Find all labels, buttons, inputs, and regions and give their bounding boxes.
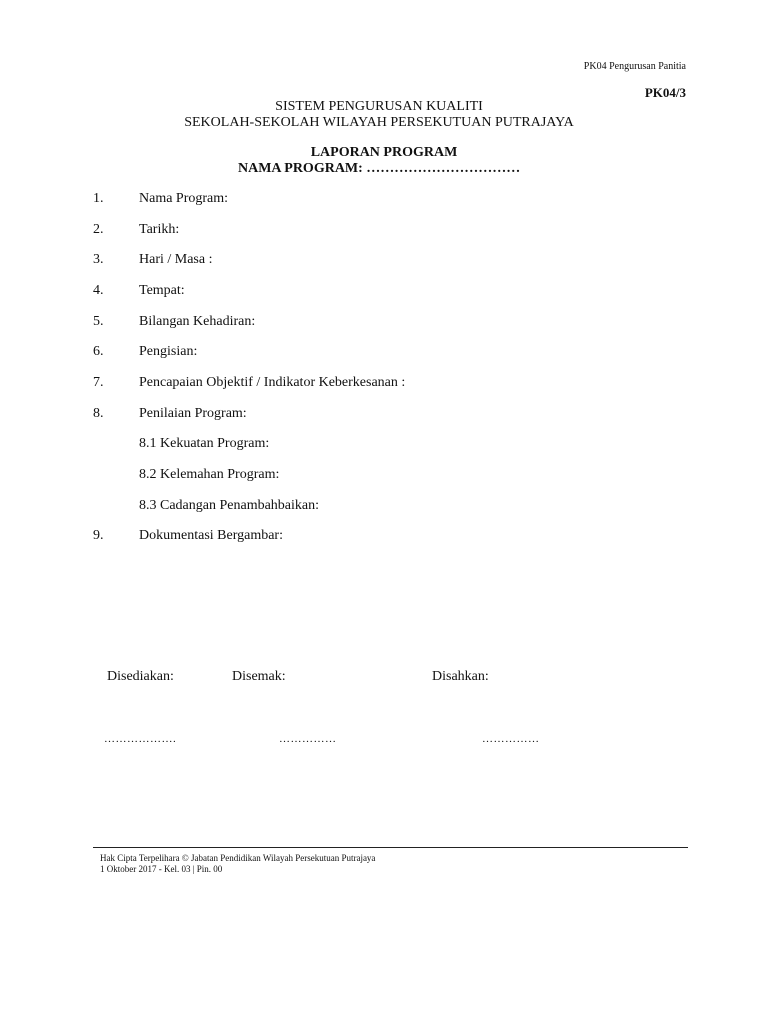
item-number: 1. [93,191,104,206]
item-bilangan-kehadiran [93,314,255,330]
footer-divider [93,847,688,848]
item-label: Pencapaian Objektif / Indikator Keberkesanan : [139,375,406,390]
system-title: SISTEM PENGURUSAN KUALITI [275,99,483,114]
item-label: Tarikh: [139,222,180,237]
item-pencapaian-objektif [93,375,405,391]
item-label: Bilangan Kehadiran: [139,314,256,329]
item-number: 2. [93,222,104,237]
item-number: 8. [93,406,104,421]
item-number: 4. [93,283,104,298]
item-tempat [93,283,185,299]
prepared-signature-line: ………………. [104,733,177,745]
item-pengisian [93,344,197,360]
item-number: 7. [93,375,104,390]
sub-item-cadangan: 8.3 Cadangan Penambahbaikan: [139,498,320,513]
item-number: 6. [93,344,104,359]
item-number: 5. [93,314,104,329]
footer-copyright: Hak Cipta Terpelihara © Jabatan Pendidikan Wilayah Persekutuan Putrajaya [100,853,376,863]
program-name-heading: NAMA PROGRAM: …………………………… [238,161,521,176]
prepared-by-label: Disediakan: [107,669,174,684]
checked-signature-line: …………… [279,733,337,745]
checked-by-label: Disemak: [232,669,286,684]
sub-item-kekuatan: 8.1 Kekuatan Program: [139,436,270,451]
organization-title: SEKOLAH-SEKOLAH WILAYAH PERSEKUTUAN PUTRAJAYA [184,115,574,130]
item-number: 9. [93,528,104,543]
item-label: Penilaian Program: [139,406,247,421]
form-code: PK04/3 [644,85,686,100]
item-number: 3. [93,252,104,267]
item-penilaian-program [93,406,247,422]
item-label: Pengisian: [139,344,198,359]
report-title: LAPORAN PROGRAM [310,145,458,160]
item-dokumentasi-bergambar [93,528,283,544]
footer-revision: 1 Oktober 2017 - Kel. 03 | Pin. 00 [100,864,223,874]
item-label: Tempat: [139,283,185,298]
header-tag: PK04 Pengurusan Panitia [583,61,686,72]
item-label: Nama Program: [139,191,229,206]
approved-by-label: Disahkan: [432,669,489,684]
item-nama-program [93,191,228,207]
item-tarikh [93,222,179,238]
item-label: Hari / Masa : [139,252,213,267]
item-hari-masa [93,252,212,268]
sub-item-kelemahan: 8.2 Kelemahan Program: [139,467,280,482]
approved-signature-line: …………… [482,733,540,745]
item-label: Dokumentasi Bergambar: [139,528,283,543]
